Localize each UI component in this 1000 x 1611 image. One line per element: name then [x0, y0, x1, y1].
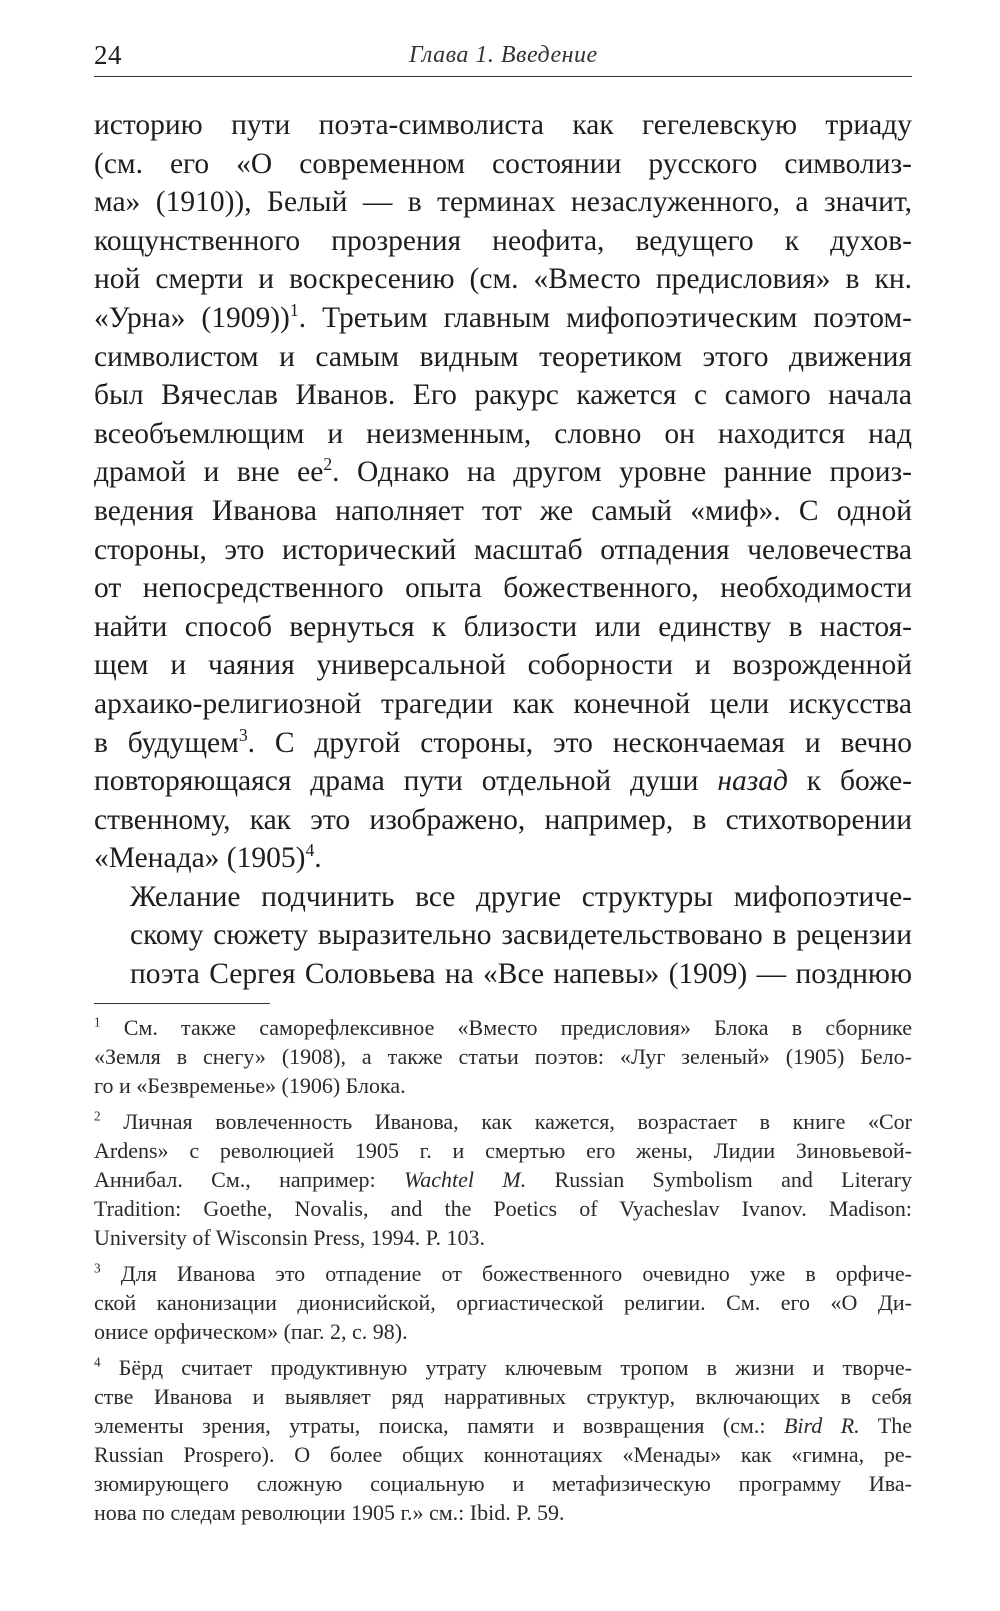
text-line: [94, 724, 912, 763]
footnote-number: 3: [94, 1260, 101, 1276]
text-line: [94, 762, 912, 801]
footnote-line: го и «Безвременье» (1906) Блока.: [94, 1073, 406, 1098]
footnote-ref: 2: [323, 454, 333, 475]
text-segment: The: [859, 1413, 912, 1438]
text-segment: Для Иванова это отпадение от божественного очевидно уже в орфиче-: [120, 1261, 912, 1286]
text-segment: Бёрд считает продуктивную утрату ключевым тропом в жизни и творче-: [118, 1355, 912, 1380]
text-segment: повторяющаяся драма пути отдельной души: [94, 765, 718, 798]
footnote-3: [94, 1259, 912, 1346]
footnote-2: [94, 1107, 912, 1252]
footnote-1: [94, 1013, 912, 1100]
footnote-line: [94, 1013, 912, 1042]
footnote-line: зюмирующего сложную социальную и метафизическую программу Ива-: [94, 1471, 912, 1496]
footnote-line: [94, 1353, 912, 1382]
chapter-title: Глава 1. Введение: [409, 42, 598, 68]
text-segment: . С другой стороны, это нескончаемая и вечно: [247, 726, 912, 759]
text-segment: Личная вовлеченность Иванова, как кажется, возрастает в книге «Cor: [123, 1109, 912, 1134]
text-segment: к боже-: [787, 765, 912, 798]
text-line: скому сюжету выразительно засвидетельствовано в рецензии: [130, 919, 912, 952]
footnotes: [94, 1013, 912, 1534]
text-segment: «Урна» (1909)): [94, 301, 290, 334]
footnote-line: University of Wisconsin Press, 1994. P. 103.: [94, 1225, 486, 1250]
main-text: [94, 106, 912, 994]
text-line: ной смерти и воскресению (см. «Вместо предисловия» в кн.: [94, 263, 912, 296]
text-line: ма» (1910)), Белый — в терминах незаслуженного, а значит,: [94, 186, 912, 219]
text-segment: элементы зрения, утраты, поиска, памяти и возвращения (см.:: [94, 1413, 784, 1438]
text-line: [94, 839, 912, 878]
text-line: (см. его «О современном состоянии русского символиз-: [94, 147, 912, 180]
page-number: 24: [94, 40, 122, 70]
text-segment: См. также саморефлексивное «Вместо предисловия» Блока в сборнике: [123, 1015, 912, 1040]
footnote-number: 2: [94, 1108, 101, 1124]
paragraph-2: [94, 878, 912, 994]
footnote-4: [94, 1353, 912, 1527]
footnote-line: «Земля в снегу» (1908), а также статьи поэтов: «Луг зеленый» (1905) Бело-: [94, 1044, 912, 1069]
text-line: всеобъемлющим и неизменным, словно он находится над: [94, 417, 912, 450]
text-segment: в будущем: [94, 726, 239, 759]
text-line: стороны, это исторический масштаб отпадения человечества: [94, 533, 912, 566]
footnote-divider: [94, 1003, 270, 1004]
text-line: архаико-религиозной трагедии как конечной цели искусства: [94, 687, 912, 720]
text-segment: «Менада» (1905): [94, 842, 306, 875]
footnote-line: [94, 1107, 912, 1136]
text-segment: драмой и вне ее: [94, 456, 324, 489]
author-name: Bird R.: [783, 1413, 860, 1438]
text-segment: . Однако на другом уровне ранние произ-: [332, 456, 912, 489]
author-name: Wachtel M.: [403, 1167, 527, 1192]
footnote-line: Russian Prospero). О более общих коннотациях «Менады» как «гимна, ре-: [94, 1442, 912, 1467]
text-line: поэта Сергея Соловьева на «Все напевы» (1909) — позднюю: [130, 958, 912, 991]
footnote-line: стве Иванова и выявляет ряд нарративных структур, включающих в себя: [94, 1384, 912, 1409]
footnote-line: онисе орфическом» (паг. 2, с. 98).: [94, 1319, 408, 1344]
text-line: ведения Иванова наполняет тот же самый «миф». С одной: [94, 494, 912, 527]
text-line: щем и чаяния универсальной соборности и возрожденной: [94, 649, 912, 682]
paragraph-1: [94, 106, 912, 878]
footnote-line: нова по следам революции 1905 г.» см.: Ibid. P. 59.: [94, 1500, 565, 1525]
emphasis-text: назад: [717, 765, 788, 798]
text-line: историю пути поэта-символиста как гегелевскую триаду: [94, 109, 912, 141]
footnote-ref: 4: [305, 840, 315, 861]
text-line: символистом и самым видным теоретиком этого движения: [94, 340, 912, 373]
text-line: найти способ вернуться к близости или единству в настоя-: [94, 610, 912, 643]
text-line: [94, 453, 912, 492]
footnote-line: [94, 1411, 912, 1440]
footnote-ref: 1: [289, 300, 299, 321]
text-line: ственному, как это изображено, например, в стихотворении: [94, 803, 912, 836]
text-line: кощунственного прозрения неофита, ведущего к духов-: [94, 224, 912, 257]
text-line: был Вячеслав Иванов. Его ракурс кажется с самого начала: [94, 379, 912, 412]
footnote-ref: 3: [238, 724, 248, 745]
footnote-number: 4: [94, 1354, 101, 1370]
text-segment: .: [314, 842, 322, 875]
text-line: от непосредственного опыта божественного, необходимости: [94, 572, 912, 605]
text-segment: Russian Symbolism and Literary: [526, 1167, 913, 1192]
footnote-line: Tradition: Goethe, Novalis, and the Poetics of Vyacheslav Ivanov. Madison:: [94, 1196, 912, 1221]
footnote-line: Ardens» с революцией 1905 г. и смертью его жены, Лидии Зиновьевой-: [94, 1138, 912, 1163]
running-head: [94, 38, 912, 77]
footnote-line: [94, 1259, 912, 1288]
footnote-line: ской канонизации дионисийской, оргиастической религии. См. его «О Ди-: [94, 1290, 912, 1315]
text-line: Желание подчинить все другие структуры мифопоэтиче-: [130, 880, 912, 913]
text-line: [94, 299, 912, 338]
text-segment: . Третьим главным мифопоэтическим поэтом-: [298, 301, 912, 334]
text-segment: Аннибал. См., например:: [94, 1167, 404, 1192]
footnote-number: 1: [94, 1014, 101, 1030]
footnote-line: [94, 1165, 912, 1194]
